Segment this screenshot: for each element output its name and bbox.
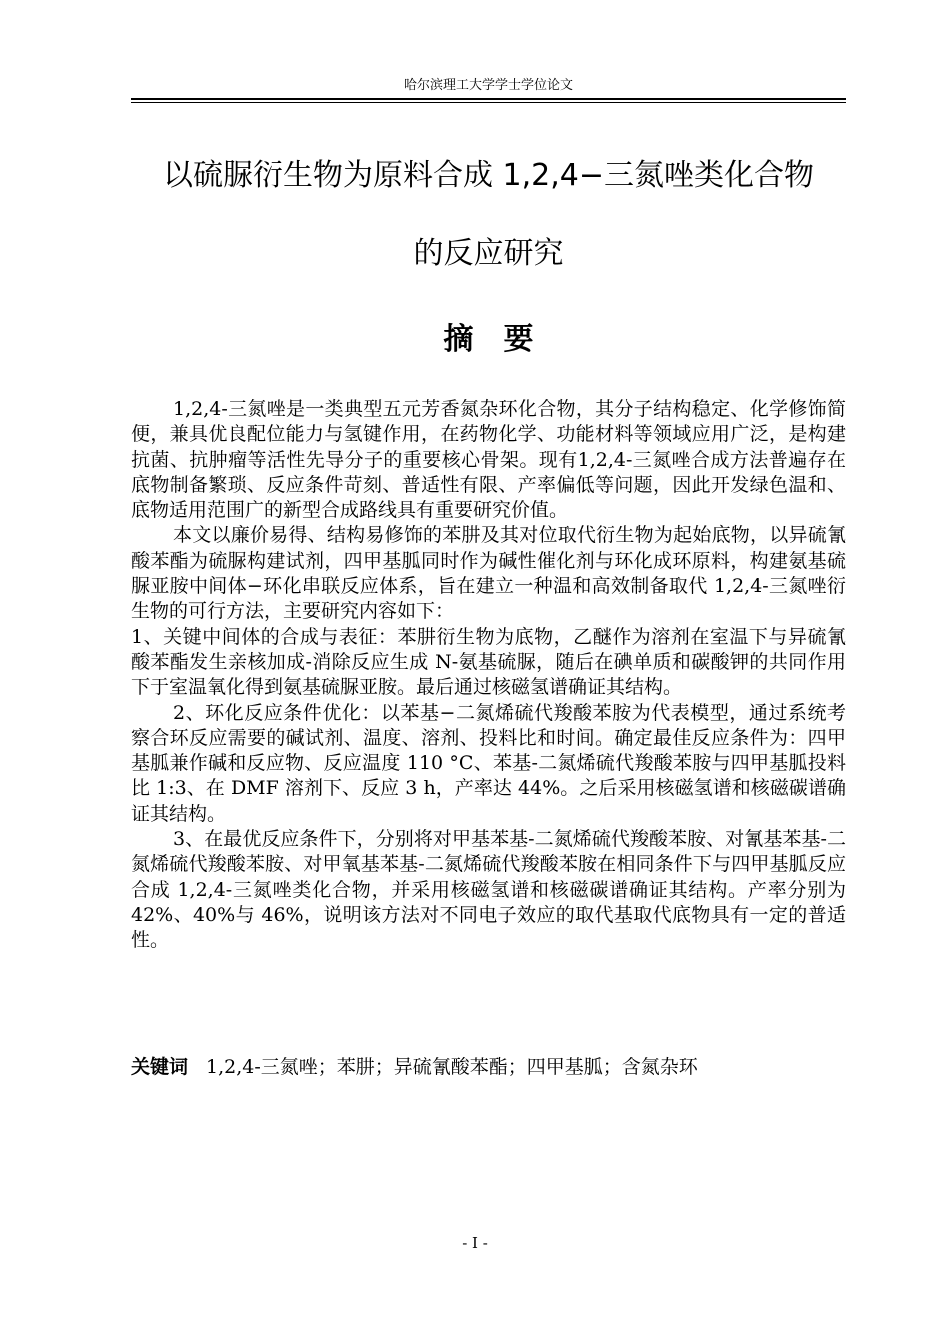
running-header: 哈尔滨理工大学学士学位论文 — [403, 78, 573, 93]
thesis-title-line-1: 以硫脲衍生物为原料合成 1,2,4−三氮唑类化合物 — [162, 158, 814, 193]
abstract-paragraph-5: 3、在最优反应条件下，分别将对甲基苯基-二氮烯硫代羧酸苯胺、对氰基苯基-二氮烯硫代羧酸苯胺、对甲氧基苯基-二氮烯硫代羧酸苯胺在相同条件下与四甲基胍反应合成 1,2,4-三氮唑类化合物，并采用核磁氢谱和核磁碳谱确证其结构。产率分别为 42%、40%与 46%，说明该方法对不同电子效应的取代基取代底物具有一定的普适性。 — [131, 828, 846, 952]
keywords-text: 1,2,4-三氮唑；苯肼；异硫氰酸苯酯；四甲基胍；含氮杂环 — [206, 1056, 698, 1078]
abstract-paragraph-1: 1,2,4-三氮唑是一类典型五元芳香氮杂环化合物，其分子结构稳定、化学修饰简便，兼具优良配位能力与氢键作用，在药物化学、功能材料等领域应用广泛，是构建抗菌、抗肿瘤等活性先导分子的重要核心骨架。现有1,2,4-三氮唑合成方法普遍存在底物制备繁琐、反应条件苛刻、普适性有限、产率偏低等问题，因此开发绿色温和、底物适用范围广的新型合成路线具有重要研究价值。 — [131, 398, 846, 522]
abstract-paragraph-3: 1、关键中间体的合成与表征：苯肼衍生物为底物，乙醚作为溶剂在室温下与异硫氰酸苯酯发生亲核加成-消除反应生成 N-氨基硫脲，随后在碘单质和碳酸钾的共同作用下于室温氧化得到氨基硫脲亚胺。最后通过核磁氢谱确证其结构。 — [131, 625, 846, 699]
keywords-line — [131, 1055, 846, 1080]
header-rule-thin — [131, 102, 846, 103]
abstract-paragraph-2: 本文以廉价易得、结构易修饰的苯肼及其对位取代衍生物为起始底物，以异硫氰酸苯酯为硫脲构建试剂，四甲基胍同时作为碱性催化剂与环化成环原料，构建氨基硫脲亚胺中间体−环化串联反应体系，旨在建立一种温和高效制备取代 1,2,4-三氮唑衍生物的可行方法，主要研究内容如下： — [131, 524, 846, 623]
header-rule-thick — [131, 98, 846, 100]
thesis-title-line-2: 的反应研究 — [413, 236, 564, 271]
abstract-heading: 摘要 — [443, 322, 564, 357]
keywords-label: 关键词 — [131, 1056, 189, 1078]
abstract-paragraph-4: 2、环化反应条件优化：以苯基−二氮烯硫代羧酸苯胺为代表模型，通过系统考察合环反应需要的碱试剂、温度、溶剂、投料比和时间。确定最佳反应条件为：四甲基胍兼作碱和反应物、反应温度 110 °C、苯基-二氮烯硫代羧酸苯胺与四甲基胍投料比 1:3、在 DMF 溶剂下、反应 3 h，产率达 44%。之后采用核磁氢谱和核磁碳谱确证其结构。 — [131, 701, 846, 825]
abstract-body — [131, 397, 846, 954]
page-number: - I - — [462, 1234, 488, 1252]
